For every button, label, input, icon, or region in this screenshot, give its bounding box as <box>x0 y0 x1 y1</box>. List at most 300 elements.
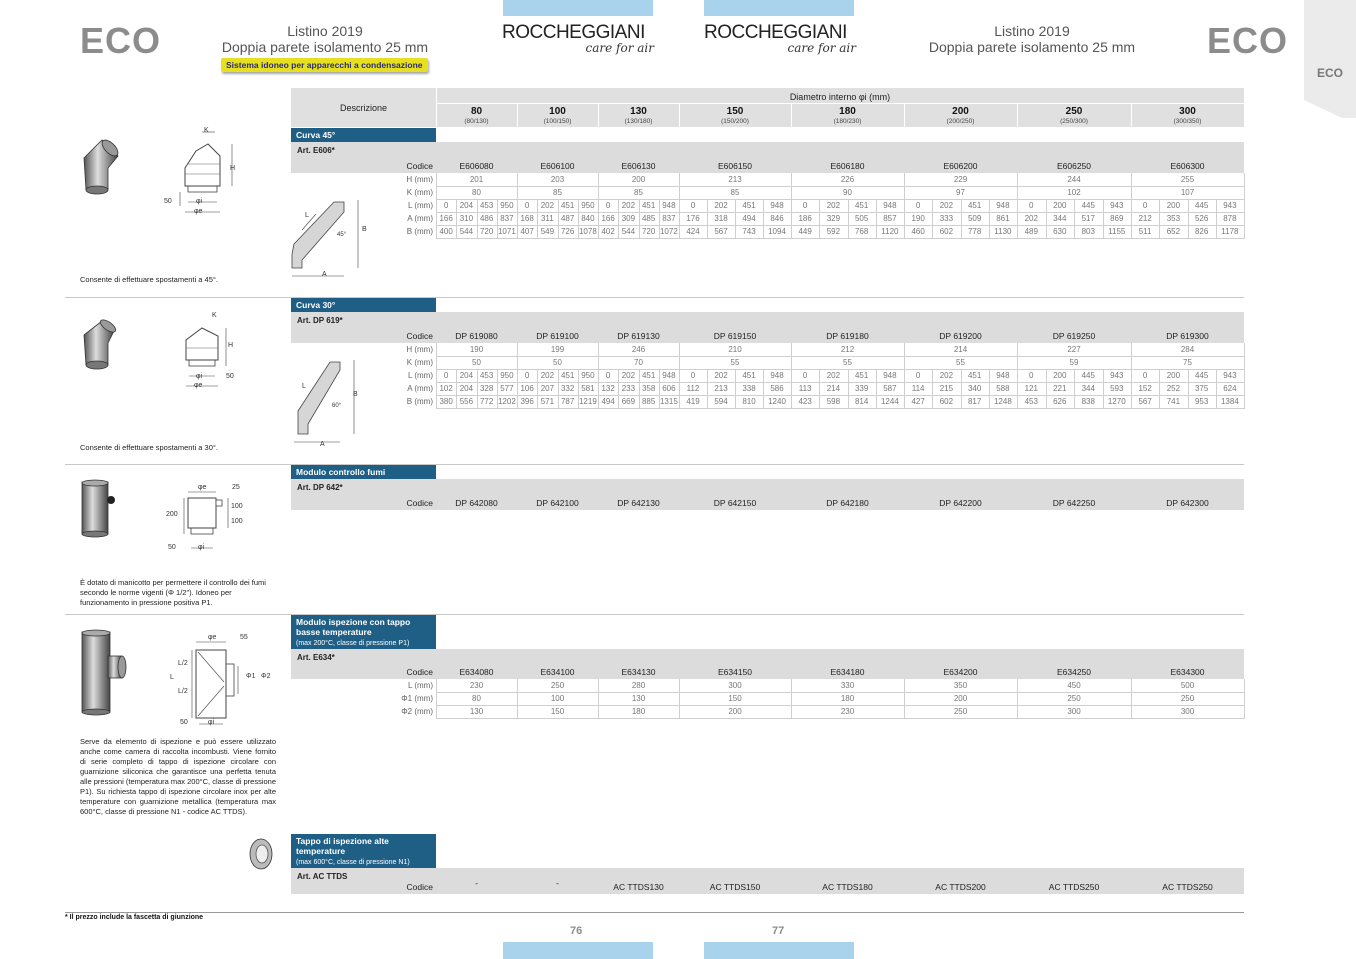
subcolumn-line <box>456 395 457 408</box>
curva30-label-phii: φi <box>196 373 203 380</box>
ispezione-label-50: 50 <box>180 719 188 726</box>
table-cell: 741 <box>1166 397 1181 406</box>
controllo-label-phii: φi <box>198 544 205 551</box>
table-cell: 214 <box>953 345 968 354</box>
table-cell: 1248 <box>993 397 1012 406</box>
subcolumn-line <box>456 212 457 225</box>
product-code: AC TTDS200 <box>935 882 986 892</box>
subcolumn-line <box>876 369 877 382</box>
subcolumn-line <box>558 382 559 395</box>
table-cell: 487 <box>560 214 575 223</box>
table-cell: 453 <box>1024 397 1038 406</box>
table-cell: 202 <box>939 371 954 380</box>
table-cell: 451 <box>560 371 575 380</box>
table-cell: 0 <box>802 201 808 210</box>
table-cell: 202 <box>540 201 555 210</box>
subcolumn-line <box>456 225 457 238</box>
subcolumn-line <box>1216 225 1217 238</box>
subcolumn-line <box>1046 382 1047 395</box>
table-cell: 204 <box>459 371 474 380</box>
product-code: E606250 <box>1056 161 1092 171</box>
product-code: DP 642200 <box>939 498 982 508</box>
table-cell: 212 <box>840 345 855 354</box>
table-cell: 778 <box>967 227 982 236</box>
table-cell: 0 <box>1142 201 1148 210</box>
diameter-value: 80 <box>470 106 483 117</box>
subcolumn-line <box>558 369 559 382</box>
table-cell: 50 <box>553 358 562 367</box>
table-cell: 817 <box>967 397 982 406</box>
subcolumn-line <box>876 225 877 238</box>
subcolumn-line <box>639 199 640 212</box>
table-cell: 857 <box>883 214 897 223</box>
subcolumn-line <box>819 369 820 382</box>
table-cell: 250 <box>953 707 968 716</box>
curva45-label-k: K <box>204 127 209 134</box>
subcolumn-line <box>1074 369 1075 382</box>
subcolumn-line <box>1188 225 1189 238</box>
table-cell: 121 <box>1024 384 1038 393</box>
subcolumn-line <box>456 199 457 212</box>
subcolumn-line <box>497 382 498 395</box>
table-cell: 948 <box>996 371 1010 380</box>
subcolumn-line <box>961 382 962 395</box>
table-cell: 1315 <box>659 397 678 406</box>
controllo-label-100a: 100 <box>231 503 243 510</box>
product-code: E606080 <box>459 161 494 171</box>
subcolumn-line <box>659 369 660 382</box>
table-cell: 358 <box>641 384 656 393</box>
table-cell: 0 <box>605 201 611 210</box>
table-cell: 102 <box>1067 188 1081 197</box>
controllo-label-50: 50 <box>168 544 176 551</box>
product-code: DP 619100 <box>536 331 579 341</box>
table-cell: 453 <box>479 201 494 210</box>
product-code: E634130 <box>621 667 656 677</box>
curva45-photo <box>78 130 123 195</box>
subcolumn-line <box>1103 369 1104 382</box>
subcolumn-line <box>961 212 962 225</box>
curva30-photo <box>78 315 123 370</box>
table-cell: 204 <box>459 384 474 393</box>
table-cell: 606 <box>662 384 676 393</box>
subcolumn-line <box>763 212 764 225</box>
subcolumn-line <box>477 395 478 408</box>
table-cell: 202 <box>939 201 954 210</box>
table-cell: 318 <box>714 214 728 223</box>
logo-tagline: care for air <box>585 41 654 55</box>
logo-name: ROCCHEGGIANI <box>502 22 645 43</box>
table-cell: 310 <box>459 214 474 223</box>
table-cell: 424 <box>686 227 700 236</box>
row-label: A (mm) <box>407 384 433 393</box>
table-cell: 166 <box>439 214 453 223</box>
table-cell: 419 <box>686 397 700 406</box>
table-cell: 598 <box>826 397 841 406</box>
subcolumn-line <box>876 212 877 225</box>
subcolumn-line <box>735 395 736 408</box>
table-cell: 861 <box>996 214 1010 223</box>
separator-1 <box>65 297 1244 298</box>
ispezione-photo <box>78 628 130 718</box>
subcolumn-line <box>819 225 820 238</box>
table-cell: 1240 <box>768 397 786 406</box>
table-cell: 1094 <box>768 227 786 236</box>
listino-year: Listino 2019 <box>994 23 1070 39</box>
article-label: Art. AC TTDS <box>297 872 348 881</box>
diameter-divider <box>1017 104 1018 127</box>
table-cell: 948 <box>662 371 676 380</box>
diameter-subvalue: (300/350) <box>1173 118 1202 125</box>
table-cell: 630 <box>1053 227 1067 236</box>
table-cell: 943 <box>1223 371 1237 380</box>
table-cell: 950 <box>581 201 595 210</box>
table-cell: 577 <box>500 384 514 393</box>
table-cell: 652 <box>1166 227 1181 236</box>
product-code: DP 642300 <box>1166 498 1209 508</box>
table-cell: 339 <box>854 384 869 393</box>
subcolumn-line <box>735 212 736 225</box>
table-cell: 70 <box>634 358 643 367</box>
table-cell: 213 <box>714 384 728 393</box>
table-cell: 227 <box>1067 345 1081 354</box>
subcolumn-line <box>1159 382 1160 395</box>
table-cell: 451 <box>854 201 869 210</box>
table-cell: 330 <box>840 681 855 690</box>
top-color-band-left <box>503 0 653 16</box>
table-cell: 826 <box>1194 227 1209 236</box>
table-cell: 200 <box>631 175 646 184</box>
subcolumn-line <box>1074 212 1075 225</box>
table-cell: 948 <box>883 371 897 380</box>
table-cell: 948 <box>770 371 784 380</box>
table-cell: 1078 <box>578 227 597 236</box>
product-code: E634200 <box>943 667 978 677</box>
subcolumn-line <box>477 369 478 382</box>
ispezione-label-phii: φi <box>208 719 215 726</box>
table-cell: 810 <box>742 397 756 406</box>
row-label: Φ2 (mm) <box>401 707 433 716</box>
table-cell: 726 <box>560 227 575 236</box>
subcolumn-line <box>707 199 708 212</box>
subcolumn-line <box>763 225 764 238</box>
table-cell: 451 <box>560 201 575 210</box>
page-number-left: 76 <box>570 925 583 937</box>
subcolumn-line <box>1103 395 1104 408</box>
product-code: AC TTDS250 <box>1048 882 1100 892</box>
product-code: DP 619150 <box>713 331 757 341</box>
subcolumn-line <box>1046 212 1047 225</box>
subcolumn-line <box>558 395 559 408</box>
table-cell: 55 <box>956 358 965 367</box>
table-cell: 252 <box>1166 384 1181 393</box>
subcolumn-line <box>819 382 820 395</box>
table-cell: 489 <box>1024 227 1038 236</box>
subcolumn-line <box>932 369 933 382</box>
subcolumn-line <box>537 395 538 408</box>
table-cell: 485 <box>641 214 656 223</box>
subcolumn-line <box>707 395 708 408</box>
curva45-label-phie: φe <box>194 208 203 215</box>
subcolumn-line <box>1046 369 1047 382</box>
row-line <box>436 356 1244 357</box>
table-cell: 768 <box>854 227 869 236</box>
subcolumn-line <box>961 199 962 212</box>
table-cell: 948 <box>996 201 1010 210</box>
table-cell: 1130 <box>994 227 1012 236</box>
table-cell: 55 <box>843 358 852 367</box>
subcolumn-line <box>848 225 849 238</box>
subcolumn-line <box>578 395 579 408</box>
listino-left <box>210 23 440 55</box>
table-cell: 427 <box>911 397 925 406</box>
product-code: AC TTDS250 <box>1162 882 1213 892</box>
diameter-divider <box>679 104 680 127</box>
table-cell: 344 <box>1081 384 1095 393</box>
subcolumn-line <box>1103 199 1104 212</box>
table-cell: 423 <box>798 397 812 406</box>
diameter-subvalue: (80/130) <box>464 118 489 125</box>
subcolumn-line <box>735 225 736 238</box>
subcolumn-line <box>537 199 538 212</box>
table-cell: 1071 <box>497 227 516 236</box>
subcolumn-line <box>735 369 736 382</box>
table-cell: 203 <box>550 175 565 184</box>
footer-line <box>65 912 1244 913</box>
table-cell: 1384 <box>1220 397 1239 406</box>
table-cell: 202 <box>826 201 841 210</box>
curva45-description: Consente di effettuare spostamenti a 45°. <box>80 275 218 284</box>
table-cell: 280 <box>631 681 646 690</box>
subcolumn-line <box>763 199 764 212</box>
curva30-label-phie: φe <box>194 382 203 389</box>
table-cell: 400 <box>439 227 453 236</box>
table-cell: 950 <box>500 201 514 210</box>
subcolumn-line <box>497 212 498 225</box>
controllo-label-200: 200 <box>166 511 178 518</box>
table-cell: 0 <box>802 371 808 380</box>
table-cell: 453 <box>479 371 494 380</box>
table-cell: 59 <box>1069 358 1079 367</box>
table-cell: 445 <box>1194 201 1209 210</box>
subcolumn-line <box>735 382 736 395</box>
row-label: B (mm) <box>406 227 433 236</box>
curva30-label-h: H <box>228 342 234 349</box>
table-cell: 544 <box>621 227 636 236</box>
curva45-label-l: L <box>305 212 309 219</box>
diameter-divider <box>598 104 599 127</box>
product-code: AC TTDS180 <box>822 882 873 892</box>
subcolumn-line <box>1046 395 1047 408</box>
table-cell: 445 <box>1081 371 1095 380</box>
subcolumn-line <box>707 369 708 382</box>
table-cell: 500 <box>1180 681 1195 690</box>
row-label: K (mm) <box>406 188 433 197</box>
table-cell: 97 <box>956 188 965 197</box>
product-code: DP 642150 <box>713 498 757 508</box>
table-cell: 150 <box>728 694 742 703</box>
table-cell: 556 <box>459 397 474 406</box>
subcolumn-line <box>1188 212 1189 225</box>
table-cell: 176 <box>686 214 700 223</box>
product-code: AC TTDS150 <box>709 882 761 892</box>
table-cell: 333 <box>939 214 954 223</box>
subcolumn-line <box>932 382 933 395</box>
table-cell: 190 <box>469 345 484 354</box>
product-code: E634080 <box>459 667 494 677</box>
subcolumn-line <box>477 382 478 395</box>
listino-subtitle: Doppia parete isolamento 25 mm <box>928 39 1136 55</box>
eco-title-right: ECO <box>1207 20 1289 61</box>
diameter-divider <box>791 104 792 127</box>
table-cell: 200 <box>1166 201 1181 210</box>
table-cell: 505 <box>854 214 869 223</box>
table-cell: 75 <box>1183 358 1192 367</box>
table-cell: 0 <box>1029 201 1034 210</box>
section-title <box>291 834 436 870</box>
curva30-label-b: B <box>353 391 358 398</box>
table-cell: 526 <box>1194 214 1209 223</box>
table-cell: 509 <box>967 214 982 223</box>
subcolumn-line <box>876 382 877 395</box>
table-cell: 743 <box>742 227 756 236</box>
table-cell: 0 <box>524 201 530 210</box>
row-line <box>436 718 1244 719</box>
table-cell: 214 <box>826 384 841 393</box>
product-code: DP 642250 <box>1052 498 1096 508</box>
section-title-note: (max 600°C, classe di pressione N1) <box>296 859 410 866</box>
table-cell: 80 <box>472 694 481 703</box>
top-color-band-right <box>704 0 854 16</box>
subcolumn-line <box>1074 382 1075 395</box>
curva30-label-angle: 60° <box>332 403 342 409</box>
subcolumn-line <box>1074 199 1075 212</box>
subcolumn-line <box>659 382 660 395</box>
codice-label: Codice <box>406 667 433 677</box>
subcolumn-line <box>477 199 478 212</box>
subcolumn-line <box>848 212 849 225</box>
table-cell: 669 <box>621 397 636 406</box>
diameter-value: 250 <box>1065 106 1083 117</box>
subcolumn-line <box>1216 212 1217 225</box>
table-cell: 787 <box>560 397 575 406</box>
diameter-divider <box>904 104 905 127</box>
row-label: A (mm) <box>407 214 433 223</box>
ispezione-label-l2a: L/2 <box>178 660 188 667</box>
subcolumn-line <box>961 395 962 408</box>
table-cell: 840 <box>581 214 595 223</box>
bottom-color-band-right <box>704 942 854 959</box>
table-cell: 180 <box>840 694 855 703</box>
table-cell: 803 <box>1081 227 1095 236</box>
subcolumn-line <box>819 395 820 408</box>
table-cell: 486 <box>479 214 494 223</box>
row-line <box>436 186 1244 187</box>
table-cell: 943 <box>1110 371 1124 380</box>
product-code: DP 642100 <box>536 498 579 508</box>
table-cell: 571 <box>540 397 555 406</box>
article-label: Art. E634* <box>297 653 335 662</box>
table-cell: 207 <box>540 384 555 393</box>
side-tab <box>1304 0 1356 118</box>
table-cell: 581 <box>581 384 595 393</box>
curva30-length-drawing <box>288 356 373 448</box>
table-cell: 221 <box>1053 384 1067 393</box>
table-cell: 338 <box>742 384 756 393</box>
row-label: H (mm) <box>406 175 433 184</box>
table-cell: 199 <box>550 345 565 354</box>
subcolumn-line <box>578 382 579 395</box>
row-line <box>436 408 1244 409</box>
table-cell: 233 <box>621 384 636 393</box>
table-cell: 210 <box>728 345 742 354</box>
subcolumn-line <box>707 382 708 395</box>
subcolumn-line <box>497 199 498 212</box>
subcolumn-line <box>989 225 990 238</box>
subcolumn-line <box>1216 382 1217 395</box>
table-cell: 180 <box>631 707 646 716</box>
curva30-label-k: K <box>212 312 217 319</box>
table-cell: 594 <box>714 397 728 406</box>
table-cell: 226 <box>840 175 855 184</box>
table-cell: 948 <box>770 201 784 210</box>
ispezione-label-phi2: Φ2 <box>261 673 271 680</box>
table-cell: 445 <box>1194 371 1209 380</box>
table-cell: 494 <box>601 397 615 406</box>
table-cell: 451 <box>742 201 756 210</box>
table-cell: 593 <box>1110 384 1124 393</box>
subcolumn-line <box>932 199 933 212</box>
table-cell: 1072 <box>659 227 678 236</box>
subcolumn-line <box>989 395 990 408</box>
controllo-fumi-description: È dotato di manicotto per permettere il controllo dei fumi secondo le norme vigenti (Φ 1/2"). Idoneo per funzionamento in pressione positiva P1. <box>80 578 266 607</box>
section-title-note: (max 200°C, classe di pressione P1) <box>296 640 410 647</box>
table-cell: 168 <box>520 214 534 223</box>
table-cell: 230 <box>840 707 855 716</box>
row-line <box>436 705 1244 706</box>
table-cell: 311 <box>540 214 554 223</box>
table-cell: 837 <box>662 214 676 223</box>
subcolumn-line <box>848 369 849 382</box>
section-title-text: Modulo controllo fumi <box>296 467 386 477</box>
diameter-value: 180 <box>839 106 856 117</box>
subcolumn-line <box>1074 395 1075 408</box>
table-cell: 85 <box>730 188 740 197</box>
product-code: E606130 <box>621 161 656 171</box>
row-label: L (mm) <box>407 681 433 690</box>
subcolumn-line <box>1103 382 1104 395</box>
subcolumn-line <box>1046 225 1047 238</box>
table-cell: 720 <box>641 227 656 236</box>
table-cell: 250 <box>550 681 565 690</box>
table-cell: 200 <box>1053 371 1067 380</box>
table-cell: 202 <box>540 371 555 380</box>
table-cell: 85 <box>553 188 562 197</box>
table-cell: 90 <box>843 188 852 197</box>
table-cell: 624 <box>1223 384 1237 393</box>
table-cell: 950 <box>581 371 595 380</box>
section-title-text: Modulo ispezione con tappo basse temperature <box>296 617 411 637</box>
side-tab-label: ECO <box>1317 66 1344 80</box>
diameter-divider <box>1131 104 1132 127</box>
product-code: E634300 <box>1170 667 1205 677</box>
table-cell: 0 <box>1029 371 1034 380</box>
subcolumn-line <box>1159 369 1160 382</box>
product-code: - <box>556 878 559 888</box>
product-code: E634100 <box>540 667 575 677</box>
table-cell: 449 <box>798 227 812 236</box>
table-cell: 250 <box>1067 694 1081 703</box>
